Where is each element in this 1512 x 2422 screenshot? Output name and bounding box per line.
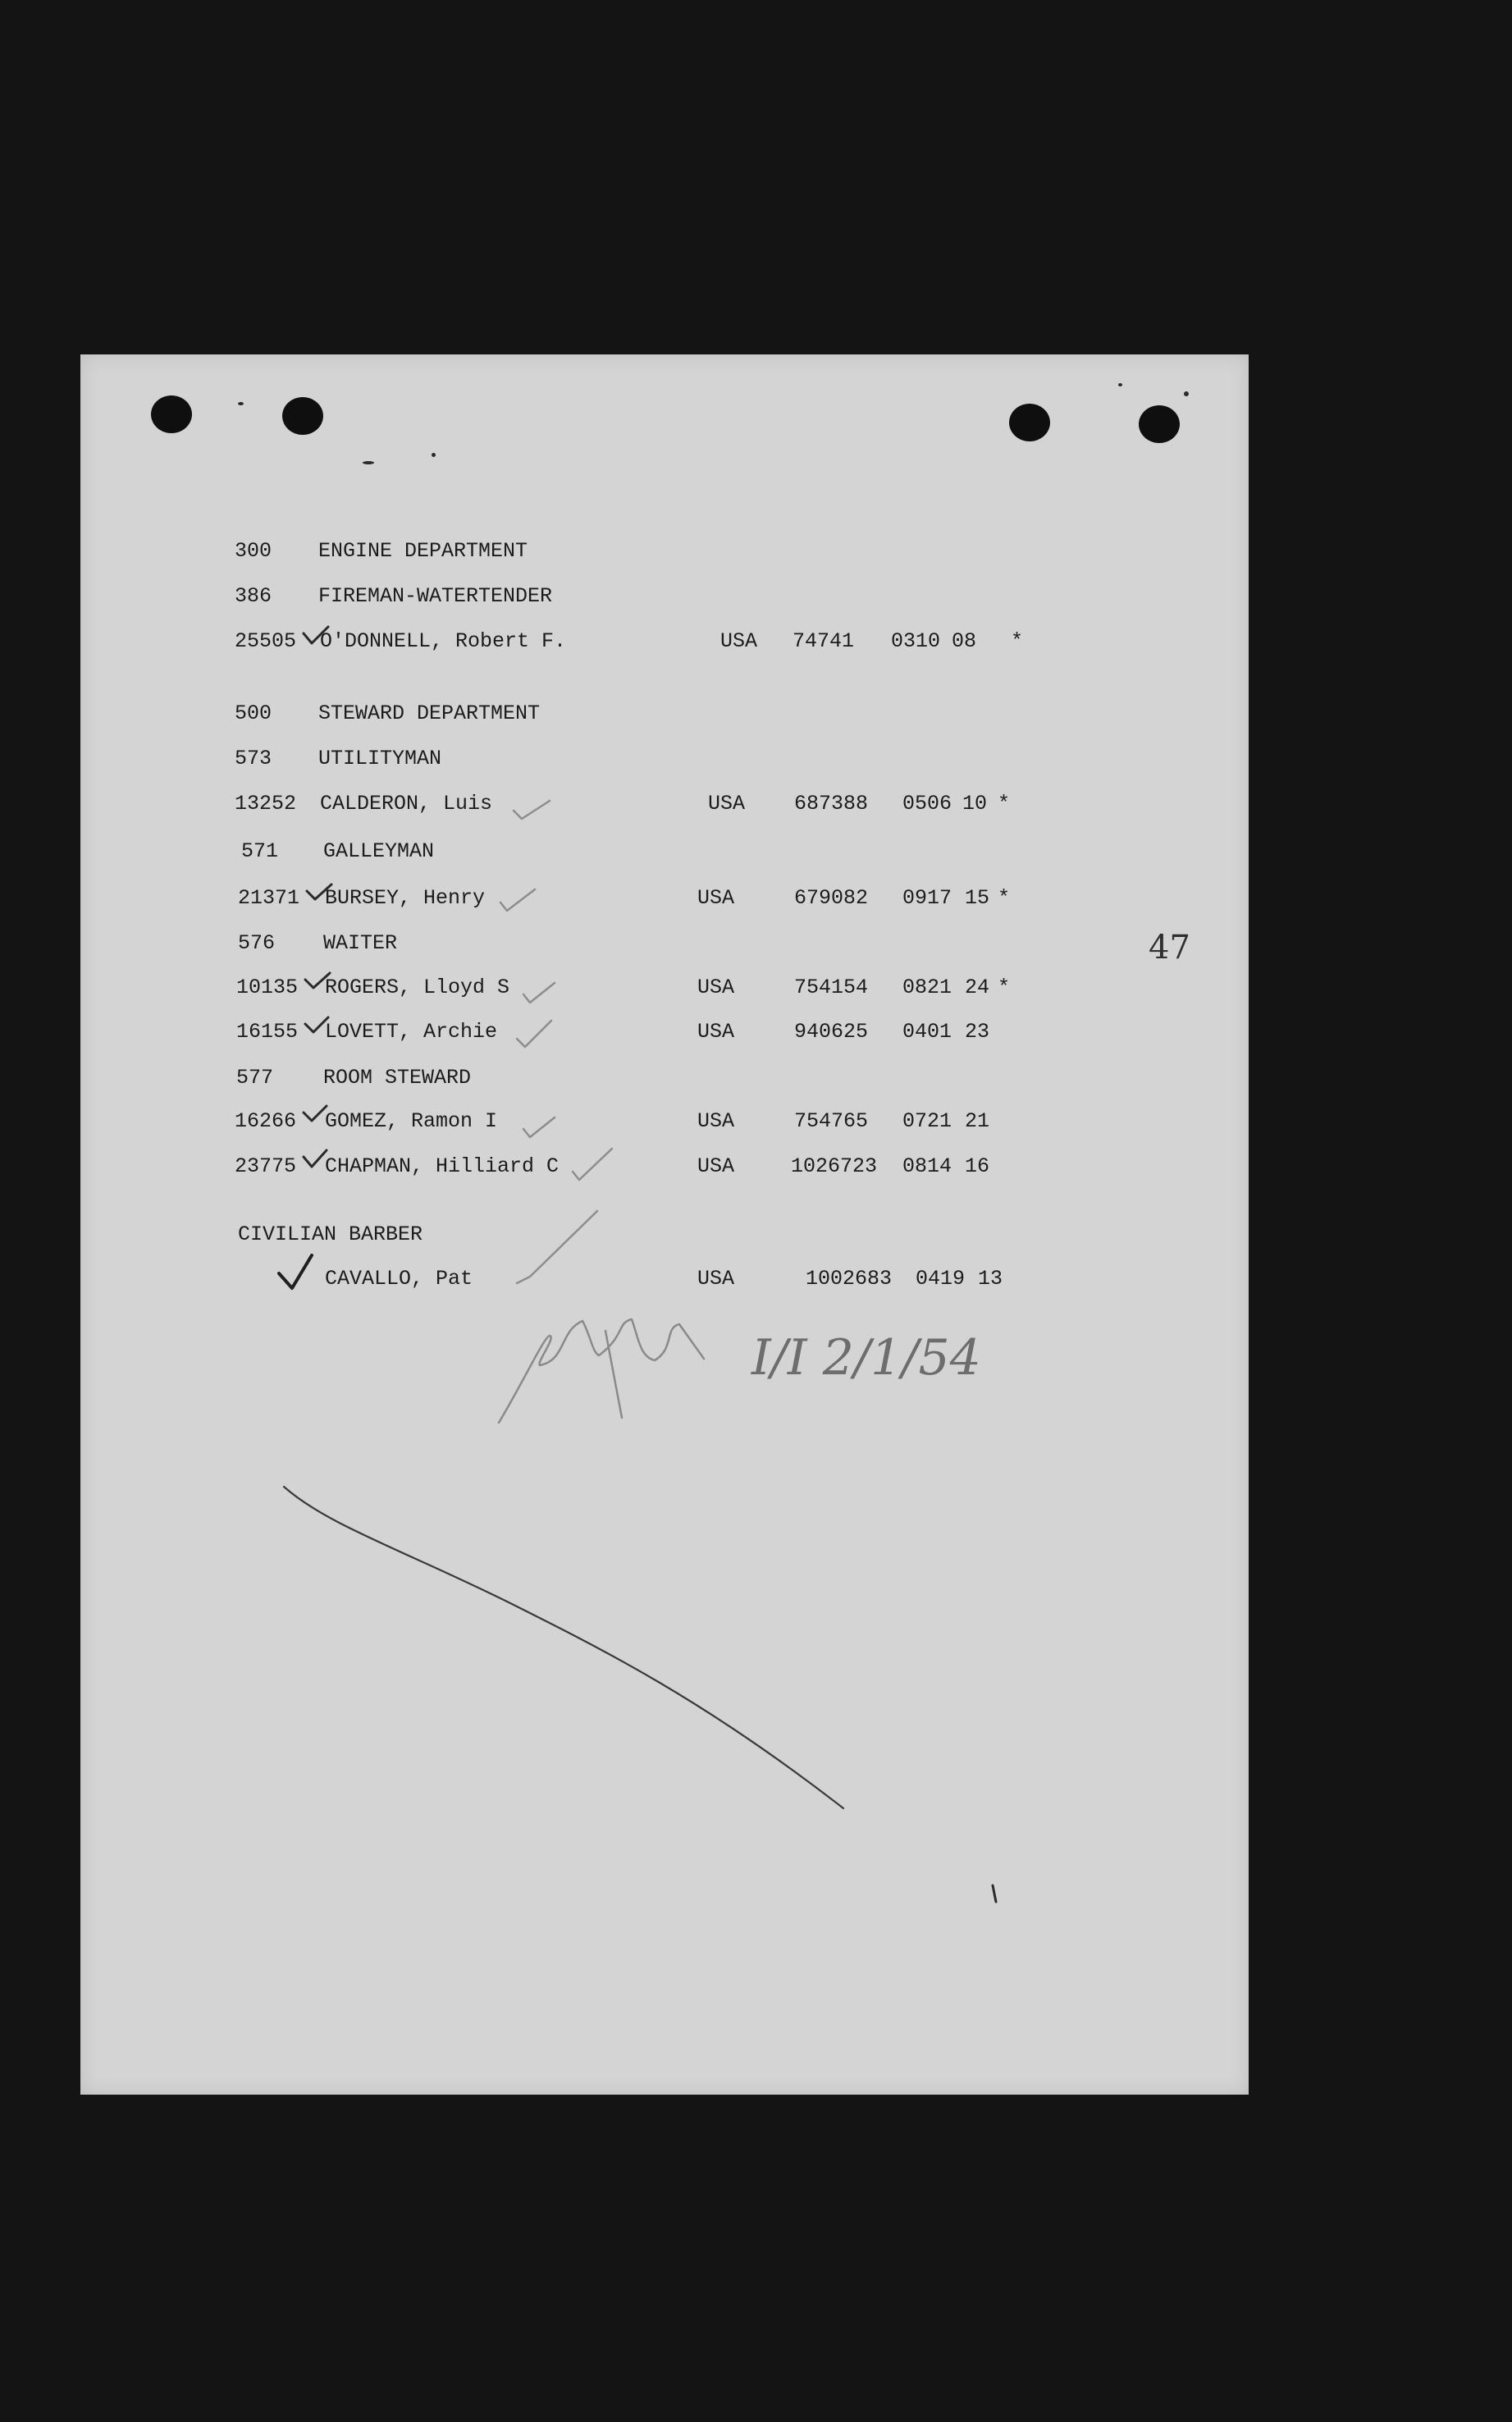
age-cell: 10: [962, 792, 988, 816]
citizenship-cell: USA: [697, 1154, 735, 1178]
code-cell: 500: [235, 701, 272, 725]
name-cell: ENGINE DEPARTMENT: [318, 539, 528, 563]
age-cell: 23: [965, 1020, 990, 1044]
age-cell: 24: [965, 976, 990, 999]
pencil-stroke: [993, 1885, 996, 1902]
code-cell: 13252: [235, 792, 297, 816]
date-cell: 0401: [902, 1020, 952, 1044]
name-cell: GALLEYMAN: [323, 839, 435, 863]
mark-cell: *: [998, 886, 1011, 910]
age-cell: 13: [978, 1267, 1003, 1291]
name-cell: CIVILIAN BARBER: [238, 1222, 423, 1246]
check-mark-icon: [279, 1255, 312, 1288]
code-cell: 16266: [235, 1109, 297, 1133]
code-cell: 25505: [235, 629, 297, 653]
name-cell: FIREMAN-WATERTENDER: [318, 584, 553, 608]
number-cell: 1026723: [791, 1154, 878, 1178]
check-mark-icon: [500, 889, 535, 911]
mark-cell: *: [998, 976, 1011, 999]
number-cell: 679082: [794, 886, 869, 910]
code-cell: 23775: [235, 1154, 297, 1178]
date-cell: 0419: [916, 1267, 966, 1291]
citizenship-cell: USA: [697, 886, 735, 910]
number-cell: 1002683: [806, 1267, 893, 1291]
number-cell: 940625: [794, 1020, 869, 1044]
name-cell: LOVETT, Archie: [325, 1020, 498, 1044]
pencil-stroke: [284, 1487, 843, 1808]
citizenship-cell: USA: [720, 629, 758, 653]
handwritten-marks: [80, 354, 1249, 2095]
check-mark-icon: [305, 1017, 328, 1032]
name-cell: WAITER: [323, 931, 398, 955]
code-cell: 573: [235, 747, 272, 770]
code-cell: 16155: [236, 1020, 299, 1044]
age-cell: 15: [965, 886, 990, 910]
name-cell: UTILITYMAN: [318, 747, 442, 770]
mark-cell: *: [1011, 629, 1024, 653]
name-cell: O'DONNELL, Robert F.: [320, 629, 567, 653]
name-cell: CALDERON, Luis: [320, 792, 493, 816]
citizenship-cell: USA: [697, 976, 735, 999]
date-cell: 0814: [902, 1154, 952, 1178]
date-cell: 0821: [902, 976, 952, 999]
signature-note: I/I 2/1/54: [751, 1329, 981, 1387]
check-mark-icon: [304, 1106, 327, 1121]
check-mark-icon: [307, 884, 331, 899]
number-cell: 687388: [794, 792, 869, 816]
name-cell: ROOM STEWARD: [323, 1066, 472, 1090]
code-cell: 576: [238, 931, 276, 955]
check-mark-icon: [304, 627, 328, 643]
number-cell: 754154: [794, 976, 869, 999]
code-cell: 577: [236, 1066, 274, 1090]
check-mark-icon: [523, 1117, 555, 1137]
code-cell: 300: [235, 539, 272, 563]
name-cell: CAVALLO, Pat: [325, 1267, 473, 1291]
citizenship-cell: USA: [697, 1267, 735, 1291]
citizenship-cell: USA: [697, 1109, 735, 1133]
code-cell: 386: [235, 584, 272, 608]
age-cell: 21: [965, 1109, 990, 1133]
code-cell: 571: [241, 839, 279, 863]
age-cell: 16: [965, 1154, 990, 1178]
citizenship-cell: USA: [697, 1020, 735, 1044]
age-cell: 08: [952, 629, 977, 653]
code-cell: 10135: [236, 976, 299, 999]
number-cell: 754765: [794, 1109, 869, 1133]
name-cell: CHAPMAN, Hilliard C: [325, 1154, 560, 1178]
date-cell: 0506: [902, 792, 952, 816]
date-cell: 0721: [902, 1109, 952, 1133]
date-cell: 0917: [902, 886, 952, 910]
page-number: 47: [1149, 929, 1190, 967]
number-cell: 74741: [793, 629, 855, 653]
check-mark-icon: [517, 1211, 597, 1283]
signature-scrawl: [499, 1319, 704, 1423]
check-mark-icon: [304, 1150, 327, 1167]
name-cell: STEWARD DEPARTMENT: [318, 701, 541, 725]
citizenship-cell: USA: [708, 792, 746, 816]
name-cell: GOMEZ, Ramon I: [325, 1109, 498, 1133]
mark-cell: *: [998, 792, 1011, 816]
name-cell: ROGERS, Lloyd S: [325, 976, 510, 999]
check-mark-icon: [517, 1021, 551, 1047]
code-cell: 21371: [238, 886, 300, 910]
check-mark-icon: [305, 973, 330, 988]
date-cell: 0310: [891, 629, 941, 653]
check-mark-icon: [523, 983, 555, 1003]
check-mark-icon: [514, 801, 550, 819]
name-cell: BURSEY, Henry: [325, 886, 486, 910]
document-page: [80, 354, 1249, 2095]
check-mark-icon: [573, 1149, 612, 1180]
